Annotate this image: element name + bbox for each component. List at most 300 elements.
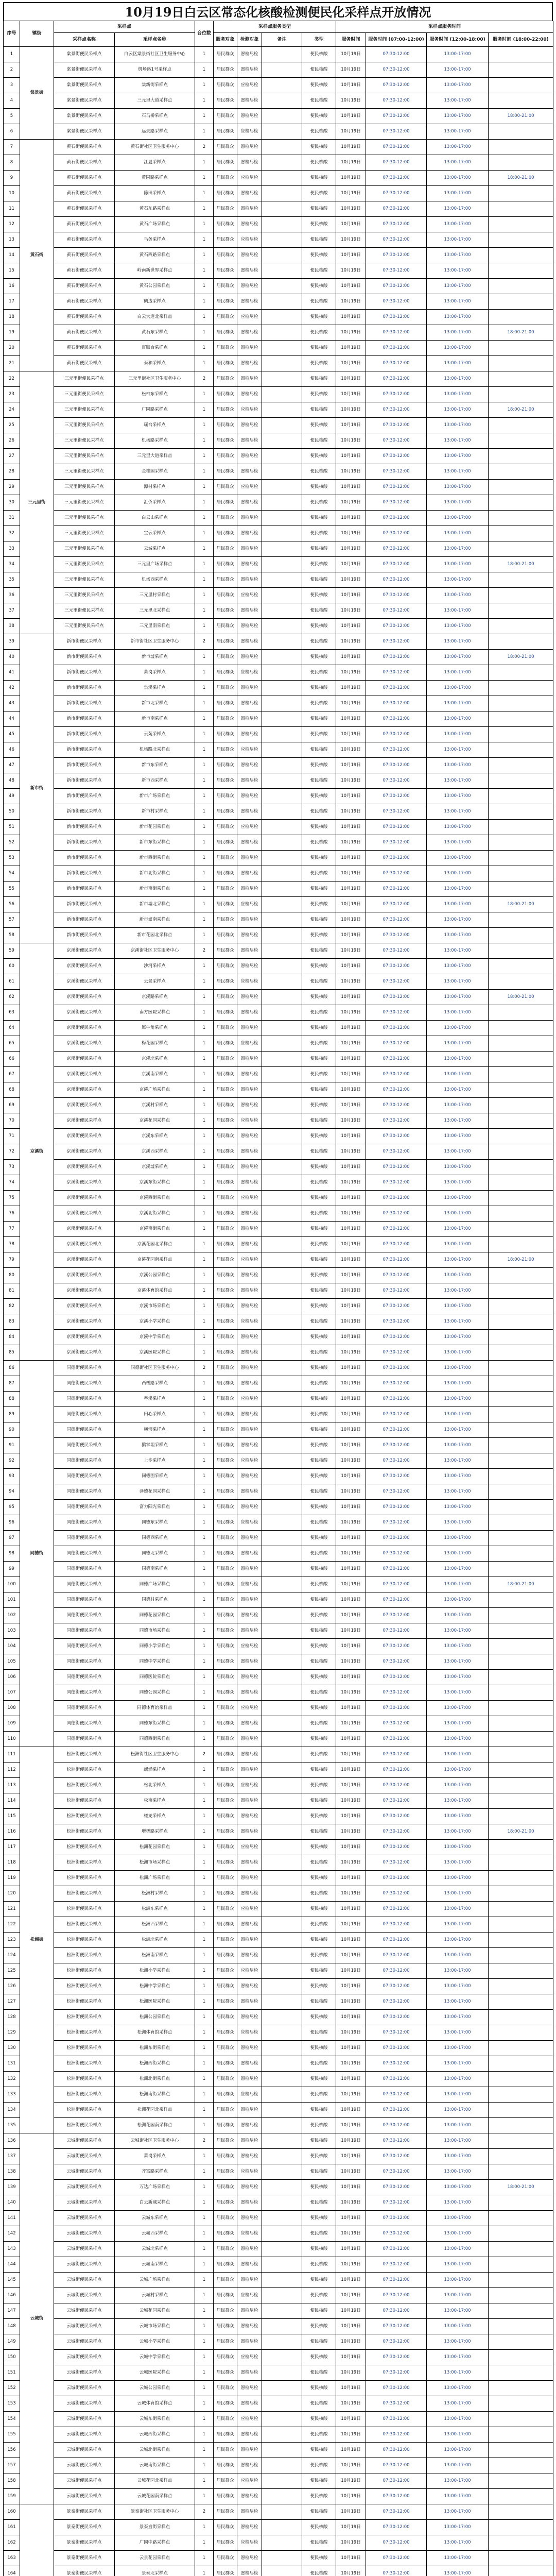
cell-seq: 117: [4, 1840, 20, 1855]
cell-desks: 1: [195, 1052, 214, 1067]
cell-date: 10月19日: [336, 263, 366, 279]
cell-time-night: [489, 2381, 553, 2396]
cell-type: 便民核酸: [302, 1639, 336, 1654]
cell-name: 京溪西采样点: [115, 1144, 195, 1160]
cell-desks: 1: [195, 495, 214, 511]
cell-desks: 1: [195, 804, 214, 820]
cell-date: 10月19日: [336, 619, 366, 634]
cell-date: 10月19日: [336, 2396, 366, 2412]
table-row: [4, 418, 553, 433]
cell-district: 京溪街: [20, 943, 54, 1361]
cell-time-am: 07:30-12:00: [366, 1670, 427, 1685]
cell-target: 愿检尽检: [237, 1361, 262, 1376]
cell-date: 10月19日: [336, 1345, 366, 1361]
cell-unit: 云城街便民采样点: [54, 2473, 115, 2489]
cell-desks: 1: [195, 2334, 214, 2350]
cell-seq: 151: [4, 2365, 20, 2381]
cell-desks: 1: [195, 2118, 214, 2133]
cell-target: 愿检尽检: [237, 1469, 262, 1484]
cell-time-pm: 13:00-17:00: [427, 974, 489, 990]
cell-time-pm: 13:00-17:00: [427, 2535, 489, 2551]
cell-time-am: 07:30-12:00: [366, 2257, 427, 2273]
cell-type: 便民核酸: [302, 2504, 336, 2520]
cell-name: 三元里大道采样点: [115, 93, 195, 109]
cell-type: 便民核酸: [302, 1144, 336, 1160]
cell-seq: 68: [4, 1082, 20, 1098]
cell-time-am: 07:30-12:00: [366, 1206, 427, 1222]
cell-target: 愿检尽检: [237, 495, 262, 511]
cell-time-am: 07:30-12:00: [366, 1701, 427, 1716]
cell-remark: [262, 2350, 302, 2365]
cell-time-pm: 13:00-17:00: [427, 2504, 489, 2520]
cell-name: 松洲体育馆采样点: [115, 2025, 195, 2041]
cell-date: 10月19日: [336, 1762, 366, 1778]
cell-desks: 1: [195, 1886, 214, 1902]
cell-time-am: 07:30-12:00: [366, 541, 427, 557]
cell-remark: [262, 2211, 302, 2226]
cell-desks: 1: [195, 1701, 214, 1716]
cell-time-pm: 13:00-17:00: [427, 356, 489, 371]
cell-seq: 38: [4, 619, 20, 634]
table-row: [4, 1376, 553, 1392]
cell-date: 10月19日: [336, 1021, 366, 1036]
cell-unit: 京溪街便民采样点: [54, 1082, 115, 1098]
cell-object: 居民群众: [214, 1067, 237, 1082]
cell-time-am: 07:30-12:00: [366, 2350, 427, 2365]
cell-time-night: [489, 1422, 553, 1438]
cell-unit: 三元里街便民采样点: [54, 418, 115, 433]
cell-time-pm: 13:00-17:00: [427, 1809, 489, 1824]
cell-date: 10月19日: [336, 2211, 366, 2226]
cell-remark: [262, 1392, 302, 1407]
table-row: [4, 897, 553, 912]
cell-type: 便民核酸: [302, 1067, 336, 1082]
cell-seq: 59: [4, 943, 20, 959]
cell-time-pm: 13:00-17:00: [427, 1701, 489, 1716]
cell-remark: [262, 2273, 302, 2288]
cell-unit: 三元里街便民采样点: [54, 402, 115, 418]
cell-object: 居民群众: [214, 449, 237, 464]
cell-type: 便民核酸: [302, 371, 336, 387]
cell-remark: [262, 912, 302, 928]
table-row: [4, 356, 553, 371]
cell-type: 便民核酸: [302, 2473, 336, 2489]
cell-time-pm: 13:00-17:00: [427, 2025, 489, 2041]
cell-name: 同德南采样点: [115, 1562, 195, 1577]
cell-object: 居民群众: [214, 1469, 237, 1484]
cell-time-pm: 13:00-17:00: [427, 1036, 489, 1052]
cell-date: 10月19日: [336, 1129, 366, 1144]
cell-remark: [262, 1299, 302, 1314]
cell-unit: 京溪街便民采样点: [54, 1160, 115, 1175]
cell-date: 10月19日: [336, 1407, 366, 1422]
cell-name: 新市花园采样点: [115, 820, 195, 835]
cell-object: 居民群众: [214, 1222, 237, 1237]
cell-name: 三元里广场采样点: [115, 557, 195, 572]
cell-target: 愿检尽检: [237, 835, 262, 851]
cell-desks: 1: [195, 1515, 214, 1531]
cell-date: 10月19日: [336, 1515, 366, 1531]
cell-name: 京溪北街采样点: [115, 1206, 195, 1222]
cell-seq: 19: [4, 325, 20, 341]
cell-time-pm: 13:00-17:00: [427, 2288, 489, 2303]
cell-seq: 164: [4, 2566, 20, 2576]
table-row: [4, 634, 553, 650]
cell-type: 便民核酸: [302, 2458, 336, 2473]
cell-seq: 133: [4, 2087, 20, 2103]
cell-time-am: 07:30-12:00: [366, 1082, 427, 1098]
cell-desks: 1: [195, 2520, 214, 2535]
cell-remark: [262, 1670, 302, 1685]
cell-desks: 1: [195, 248, 214, 263]
cell-time-pm: 13:00-17:00: [427, 1793, 489, 1809]
cell-seq: 159: [4, 2489, 20, 2504]
cell-time-am: 07:30-12:00: [366, 1994, 427, 2010]
cell-type: 便民核酸: [302, 2025, 336, 2041]
cell-type: 便民核酸: [302, 541, 336, 557]
cell-unit: 新市街便民采样点: [54, 742, 115, 758]
cell-remark: [262, 1361, 302, 1376]
cell-target: 愿检尽检: [237, 1268, 262, 1283]
cell-target: 愿检尽检: [237, 263, 262, 279]
table-row: [4, 1562, 553, 1577]
cell-date: 10月19日: [336, 2087, 366, 2103]
cell-target: 应检尽检: [237, 1577, 262, 1592]
cell-time-pm: 13:00-17:00: [427, 124, 489, 140]
cell-time-pm: 13:00-17:00: [427, 371, 489, 387]
cell-time-night: [489, 1546, 553, 1562]
cell-desks: 1: [195, 1098, 214, 1113]
table-row: [4, 495, 553, 511]
cell-object: 居民群众: [214, 990, 237, 1005]
cell-object: 居民群众: [214, 1330, 237, 1345]
cell-time-pm: 13:00-17:00: [427, 418, 489, 433]
cell-time-pm: 13:00-17:00: [427, 1113, 489, 1129]
cell-date: 10月19日: [336, 1268, 366, 1283]
table-row: [4, 1917, 553, 1933]
cell-object: 居民群众: [214, 742, 237, 758]
cell-time-pm: 13:00-17:00: [427, 1531, 489, 1546]
cell-unit: 松洲街便民采样点: [54, 1902, 115, 1917]
cell-time-pm: 13:00-17:00: [427, 449, 489, 464]
cell-name: 新市墟南采样点: [115, 912, 195, 928]
cell-remark: [262, 1082, 302, 1098]
cell-date: 10月19日: [336, 2118, 366, 2133]
cell-date: 10月19日: [336, 897, 366, 912]
cell-remark: [262, 557, 302, 572]
cell-object: 居民群众: [214, 1592, 237, 1608]
cell-type: 便民核酸: [302, 2211, 336, 2226]
cell-date: 10月19日: [336, 1160, 366, 1175]
table-row: [4, 1453, 553, 1469]
cell-type: 便民核酸: [302, 1994, 336, 2010]
cell-time-pm: 13:00-17:00: [427, 1407, 489, 1422]
cell-time-night: [489, 1330, 553, 1345]
table-row: [4, 758, 553, 773]
cell-target: 应检尽检: [237, 2412, 262, 2427]
table-row: [4, 1407, 553, 1422]
cell-remark: [262, 897, 302, 912]
cell-desks: 1: [195, 2396, 214, 2412]
cell-date: 10月19日: [336, 2103, 366, 2118]
cell-seq: 57: [4, 912, 20, 928]
cell-object: 居民群众: [214, 495, 237, 511]
cell-type: 便民核酸: [302, 634, 336, 650]
cell-time-pm: 13:00-17:00: [427, 480, 489, 495]
cell-desks: 1: [195, 1067, 214, 1082]
cell-desks: 1: [195, 603, 214, 619]
table-row: [4, 2443, 553, 2458]
cell-unit: 京溪街便民采样点: [54, 1129, 115, 1144]
cell-object: 居民群众: [214, 634, 237, 650]
cell-time-am: 07:30-12:00: [366, 1871, 427, 1886]
cell-name: 黄园路采样点: [115, 171, 195, 186]
cell-time-night: 18:00-21:00: [489, 650, 553, 665]
cell-seq: 140: [4, 2195, 20, 2211]
cell-seq: 158: [4, 2473, 20, 2489]
table-row: [4, 2180, 553, 2195]
cell-time-night: [489, 433, 553, 449]
cell-remark: [262, 2288, 302, 2303]
cell-unit: 新市街便民采样点: [54, 665, 115, 681]
cell-type: 便民核酸: [302, 1345, 336, 1361]
cell-target: 愿检尽检: [237, 511, 262, 526]
cell-name: 齐富路采样点: [115, 2164, 195, 2180]
cell-object: 居民群众: [214, 1824, 237, 1840]
table-row: [4, 696, 553, 711]
cell-object: 居民群众: [214, 619, 237, 634]
cell-seq: 45: [4, 727, 20, 742]
cell-type: 便民核酸: [302, 1268, 336, 1283]
cell-date: 10月19日: [336, 1113, 366, 1129]
cell-name: 同德北采样点: [115, 1546, 195, 1562]
cell-time-am: 07:30-12:00: [366, 418, 427, 433]
table-row: [4, 1206, 553, 1222]
cell-desks: 1: [195, 2257, 214, 2273]
cell-remark: [262, 1453, 302, 1469]
cell-type: 便民核酸: [302, 356, 336, 371]
cell-type: 便民核酸: [302, 1809, 336, 1824]
cell-desks: 1: [195, 1252, 214, 1268]
cell-time-pm: 13:00-17:00: [427, 1314, 489, 1330]
table-row: [4, 2303, 553, 2319]
cell-name: 云城中学采样点: [115, 2350, 195, 2365]
cell-object: 居民群众: [214, 758, 237, 773]
cell-unit: 新市街便民采样点: [54, 882, 115, 897]
cell-target: 愿检尽检: [237, 1716, 262, 1732]
cell-remark: [262, 449, 302, 464]
cell-name: 松洲小学采样点: [115, 1963, 195, 1979]
cell-time-am: 07:30-12:00: [366, 1129, 427, 1144]
cell-time-am: 07:30-12:00: [366, 619, 427, 634]
cell-date: 10月19日: [336, 634, 366, 650]
cell-time-night: [489, 62, 553, 78]
cell-district: 棠景街: [20, 47, 54, 140]
table-row: [4, 727, 553, 742]
cell-name: 鹅掌坦采样点: [115, 1438, 195, 1453]
cell-date: 10月19日: [336, 2133, 366, 2149]
cell-remark: [262, 1376, 302, 1392]
cell-seq: 154: [4, 2412, 20, 2427]
cell-time-pm: 13:00-17:00: [427, 1206, 489, 1222]
cell-object: 居民群众: [214, 418, 237, 433]
cell-seq: 138: [4, 2164, 20, 2180]
cell-seq: 18: [4, 310, 20, 325]
table-row: [4, 2504, 553, 2520]
cell-target: 应检尽检: [237, 665, 262, 681]
cell-time-pm: 13:00-17:00: [427, 912, 489, 928]
cell-time-night: [489, 1531, 553, 1546]
cell-time-night: 18:00-21:00: [489, 557, 553, 572]
cell-seq: 28: [4, 464, 20, 480]
cell-seq: 129: [4, 2025, 20, 2041]
cell-name: 新市东采样点: [115, 758, 195, 773]
cell-time-pm: 13:00-17:00: [427, 1469, 489, 1484]
cell-name: 同德中学采样点: [115, 1654, 195, 1670]
cell-target: 愿检尽检: [237, 2149, 262, 2164]
cell-date: 10月19日: [336, 912, 366, 928]
cell-date: 10月19日: [336, 1654, 366, 1670]
table-row: [4, 78, 553, 93]
cell-seq: 90: [4, 1422, 20, 1438]
cell-remark: [262, 1824, 302, 1840]
cell-time-am: 07:30-12:00: [366, 1948, 427, 1963]
cell-seq: 157: [4, 2458, 20, 2473]
table-row: [4, 603, 553, 619]
table-row: [4, 1902, 553, 1917]
cell-object: 居民群众: [214, 1840, 237, 1855]
cell-seq: 43: [4, 696, 20, 711]
cell-time-night: [489, 2319, 553, 2334]
cell-type: 便民核酸: [302, 1855, 336, 1871]
cell-time-am: 07:30-12:00: [366, 2566, 427, 2576]
cell-name: 京溪花园北采样点: [115, 1237, 195, 1252]
cell-desks: 1: [195, 588, 214, 603]
cell-time-am: 07:30-12:00: [366, 1933, 427, 1948]
cell-date: 10月19日: [336, 480, 366, 495]
cell-time-pm: 13:00-17:00: [427, 1160, 489, 1175]
cell-object: 居民群众: [214, 943, 237, 959]
table-row: [4, 2350, 553, 2365]
header-site-group: 采样点: [54, 21, 195, 33]
cell-seq: 87: [4, 1376, 20, 1392]
cell-remark: [262, 572, 302, 588]
cell-time-night: [489, 773, 553, 789]
cell-unit: 云城街便民采样点: [54, 2149, 115, 2164]
cell-name: 松洲南采样点: [115, 1948, 195, 1963]
cell-remark: [262, 1469, 302, 1484]
cell-unit: 京溪街便民采样点: [54, 1252, 115, 1268]
cell-unit: 三元里街便民采样点: [54, 541, 115, 557]
table-row: [4, 1716, 553, 1732]
cell-object: 居民群众: [214, 897, 237, 912]
cell-name: 云城体育馆采样点: [115, 2396, 195, 2412]
table-row: [4, 1886, 553, 1902]
header-t2: 服务时间 (12:00-18:00): [427, 33, 489, 47]
cell-unit: 同德街便民采样点: [54, 1562, 115, 1577]
cell-desks: 1: [195, 1762, 214, 1778]
cell-name: 京溪花园南采样点: [115, 1252, 195, 1268]
table-row: [4, 1268, 553, 1283]
table-row: [4, 588, 553, 603]
cell-unit: 同德街便民采样点: [54, 1608, 115, 1623]
cell-name: 新市墟北采样点: [115, 897, 195, 912]
cell-time-night: [489, 2427, 553, 2443]
cell-object: 居民群众: [214, 2412, 237, 2427]
cell-seq: 144: [4, 2257, 20, 2273]
cell-time-am: 07:30-12:00: [366, 155, 427, 171]
cell-target: 愿检尽检: [237, 2303, 262, 2319]
cell-remark: [262, 201, 302, 217]
cell-time-night: [489, 727, 553, 742]
cell-remark: [262, 1778, 302, 1793]
cell-date: 10月19日: [336, 1252, 366, 1268]
cell-desks: 1: [195, 1160, 214, 1175]
table-row: [4, 1670, 553, 1685]
table-row: [4, 1933, 553, 1948]
cell-seq: 102: [4, 1608, 20, 1623]
cell-name: 京溪墟采样点: [115, 1160, 195, 1175]
table-row: [4, 851, 553, 866]
cell-time-am: 07:30-12:00: [366, 279, 427, 294]
cell-unit: 云城街便民采样点: [54, 2288, 115, 2303]
cell-type: 便民核酸: [302, 1361, 336, 1376]
cell-remark: [262, 2427, 302, 2443]
cell-time-am: 07:30-12:00: [366, 557, 427, 572]
cell-unit: 同德街便民采样点: [54, 1577, 115, 1592]
cell-target: 愿检尽检: [237, 943, 262, 959]
cell-date: 10月19日: [336, 1438, 366, 1453]
cell-target: 愿检尽检: [237, 1500, 262, 1515]
cell-time-pm: 13:00-17:00: [427, 2242, 489, 2257]
cell-seq: 130: [4, 2041, 20, 2056]
cell-date: 10月19日: [336, 2288, 366, 2303]
cell-object: 居民群众: [214, 1392, 237, 1407]
cell-target: 愿检尽检: [237, 1824, 262, 1840]
cell-remark: [262, 1206, 302, 1222]
cell-object: 居民群众: [214, 2319, 237, 2334]
cell-type: 便民核酸: [302, 1948, 336, 1963]
cell-date: 10月19日: [336, 495, 366, 511]
cell-target: 愿检尽检: [237, 217, 262, 232]
cell-desks: 1: [195, 1933, 214, 1948]
cell-unit: 京溪街便民采样点: [54, 1036, 115, 1052]
cell-date: 10月19日: [336, 1886, 366, 1902]
cell-desks: 1: [195, 1237, 214, 1252]
cell-time-night: [489, 1237, 553, 1252]
cell-name: 松洲花园采样点: [115, 1840, 195, 1855]
cell-target: 愿检尽检: [237, 356, 262, 371]
cell-time-am: 07:30-12:00: [366, 2473, 427, 2489]
cell-time-am: 07:30-12:00: [366, 1005, 427, 1021]
cell-name: 三元里大道采样点: [115, 449, 195, 464]
cell-name: 黄石东采样点: [115, 325, 195, 341]
table-row: [4, 2025, 553, 2041]
cell-type: 便民核酸: [302, 1005, 336, 1021]
cell-time-am: 07:30-12:00: [366, 62, 427, 78]
cell-remark: [262, 2242, 302, 2257]
cell-remark: [262, 2551, 302, 2566]
cell-time-am: 07:30-12:00: [366, 1546, 427, 1562]
cell-time-night: [489, 1933, 553, 1948]
cell-name: 新市花园北采样点: [115, 928, 195, 943]
cell-type: 便民核酸: [302, 248, 336, 263]
cell-object: 居民群众: [214, 572, 237, 588]
cell-date: 10月19日: [336, 2350, 366, 2365]
cell-time-night: [489, 1979, 553, 1994]
cell-target: 愿检尽检: [237, 572, 262, 588]
cell-target: 愿检尽检: [237, 2566, 262, 2576]
